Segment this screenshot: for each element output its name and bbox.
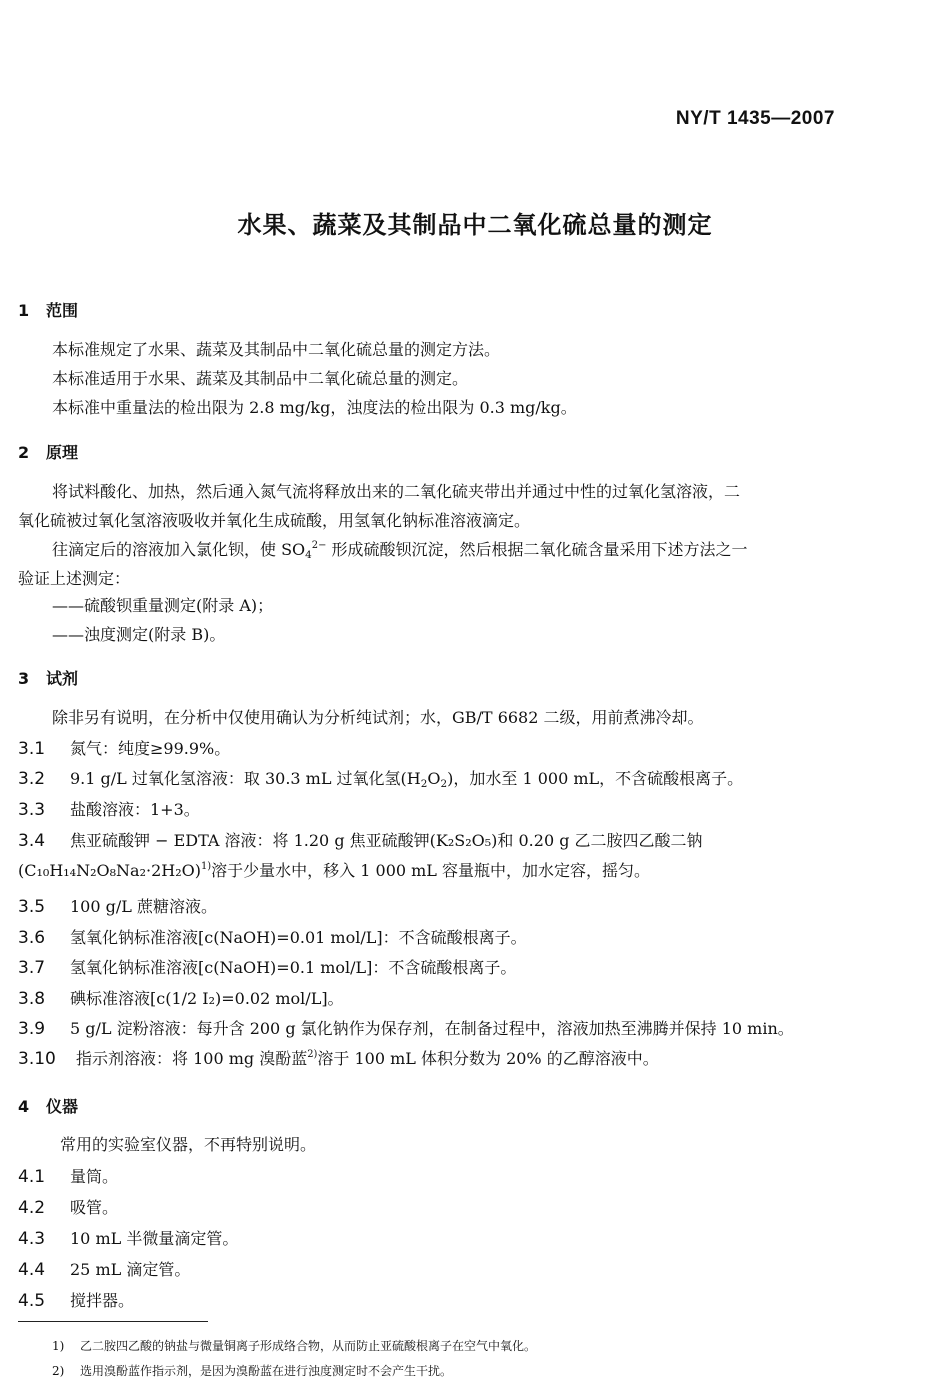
footnote [52,1337,536,1354]
list-item [18,925,527,948]
item-number: 4.1 [18,1167,46,1187]
footnote-marker: 2) [52,1364,65,1378]
section-number: 3 [18,669,30,688]
item-text: 氮气：纯度≥99.9%。 [70,739,231,758]
item-number: 4.5 [18,1291,46,1311]
text: 往滴定后的溶液加入氯化钡，使 SO [52,540,306,559]
footnote-divider [18,1321,208,1322]
item-number: 4.3 [18,1229,46,1249]
subscript: 2 [440,778,448,790]
section-3-heading [18,666,78,689]
list-item [18,986,344,1009]
item-number: 3.5 [18,897,46,917]
text: 形成硫酸钡沉淀，然后根据二氧化硫含量采用下述方法之一 [326,540,748,559]
item-text: O [427,769,441,788]
item-number: 3.9 [18,1019,46,1039]
paragraph: 本标准中重量法的检出限为 2.8 mg/kg，浊度法的检出限为 0.3 mg/kg。 [52,398,577,417]
section-1-heading [18,298,78,321]
list-item [18,828,703,851]
list-item [18,797,200,820]
list-item [18,1195,118,1218]
item-text: 溶于 100 mL 体积分数为 20% 的乙醇溶液中。 [317,1049,659,1068]
section-title: 原理 [46,443,79,462]
item-text: 吸管。 [70,1198,119,1217]
footnote-text: 选用溴酚蓝作指示剂，是因为溴酚蓝在进行浊度测定时不会产生干扰。 [80,1364,453,1378]
item-number: 3.7 [18,958,46,978]
list-item [18,955,516,978]
subscript: 4 [305,549,312,561]
paragraph: 除非另有说明，在分析中仅使用确认为分析纯试剂；水，GB/T 6682 二级，用前煮沸冷却。 [52,708,704,727]
item-number: 3.2 [18,769,46,789]
paragraph-line: 验证上述测定： [18,569,131,588]
list-item [18,1016,794,1039]
paragraph-line: 将试料酸化、加热，然后通入氮气流将释放出来的二氧化硫夹带出并通过中性的过氧化氢溶液，二 [52,482,741,501]
section-number: 4 [18,1097,30,1116]
section-number: 1 [18,301,30,320]
item-number: 4.4 [18,1260,46,1280]
item-number: 3.4 [18,831,46,851]
item-text: 量筒。 [70,1167,119,1186]
list-item [18,766,743,790]
footnote-ref: 2) [307,1049,318,1060]
item-text: 盐酸溶液：1+3。 [70,800,200,819]
item-text: 指示剂溶液：将 100 mg 溴酚蓝 [76,1049,308,1068]
list-item [18,894,217,917]
item-text: 氢氧化钠标准溶液[c(NaOH)=0.1 mol/L]：不含硫酸根离子。 [70,958,517,977]
footnote-text: 乙二胺四乙酸的钠盐与微量铜离子形成络合物，从而防止亚硫酸根离子在空气中氧化。 [80,1339,537,1353]
footnote [52,1362,452,1379]
item-text: 溶于少量水中，移入 1 000 mL 容量瓶中，加水定容，摇匀。 [211,861,651,880]
formula: (C₁₀H₁₄N₂O₈Na₂·2H₂O) [18,861,201,880]
section-number: 2 [18,443,30,462]
item-text: 焦亚硫酸钾 − EDTA 溶液：将 1.20 g 焦亚硫酸钾(K₂S₂O₅)和 0.20 g 乙二胺四乙酸二钠 [70,831,703,850]
list-item [18,1226,238,1249]
item-text: 5 g/L 淀粉溶液：每升含 200 g 氯化钠作为保存剂，在制备过程中，溶液加热至沸腾并保持 10 min。 [70,1019,794,1038]
list-item [18,1164,118,1187]
item-text: 碘标准溶液[c(1/2 I₂)=0.02 mol/L]。 [70,989,344,1008]
section-title: 范围 [46,301,79,320]
item-number: 3.10 [18,1049,56,1069]
list-item [18,1288,134,1311]
dash-item: ——硫酸钡重量测定(附录 A)； [52,596,274,615]
document-title: 水果、蔬菜及其制品中二氧化硫总量的测定 [237,211,713,239]
list-item [18,1046,659,1069]
section-title: 仪器 [46,1097,79,1116]
dash-item: ——浊度测定(附录 B)。 [52,625,226,644]
section-4-heading [18,1094,78,1117]
item-text: 25 mL 滴定管。 [70,1260,191,1279]
section-title: 试剂 [46,669,79,688]
item-number: 3.1 [18,739,46,759]
item-number: 3.3 [18,800,46,820]
item-text: 氢氧化钠标准溶液[c(NaOH)=0.01 mol/L]：不含硫酸根离子。 [70,928,527,947]
item-text: )，加水至 1 000 mL，不含硫酸根离子。 [447,769,744,788]
item-number: 4.2 [18,1198,46,1218]
item-text: 搅拌器。 [70,1291,135,1310]
list-item [18,1257,190,1280]
subscript: 2 [420,778,428,790]
item-text: 9.1 g/L 过氧化氢溶液：取 30.3 mL 过氧化氢(H [70,769,421,788]
standard-code: NY/T 1435—2007 [675,108,835,129]
item-number: 3.6 [18,928,46,948]
footnote-marker: 1) [52,1339,65,1353]
paragraph: 本标准适用于水果、蔬菜及其制品中二氧化硫总量的测定。 [52,369,469,388]
list-item [18,736,230,759]
item-number: 3.8 [18,989,46,1009]
item-text: 10 mL 半微量滴定管。 [70,1229,239,1248]
item-text: 100 g/L 蔗糖溶液。 [70,897,217,916]
paragraph-line [52,537,748,561]
paragraph: 本标准规定了水果、蔬菜及其制品中二氧化硫总量的测定方法。 [52,340,501,359]
paragraph: 常用的实验室仪器，不再特别说明。 [60,1135,317,1154]
section-2-heading [18,440,78,463]
list-item-continuation [18,858,650,881]
footnote-ref: 1) [200,861,212,872]
superscript: 2− [311,540,327,551]
paragraph-line: 氧化硫被过氧化氢溶液吸收并氧化生成硫酸，用氢氧化钠标准溶液滴定。 [18,511,531,530]
